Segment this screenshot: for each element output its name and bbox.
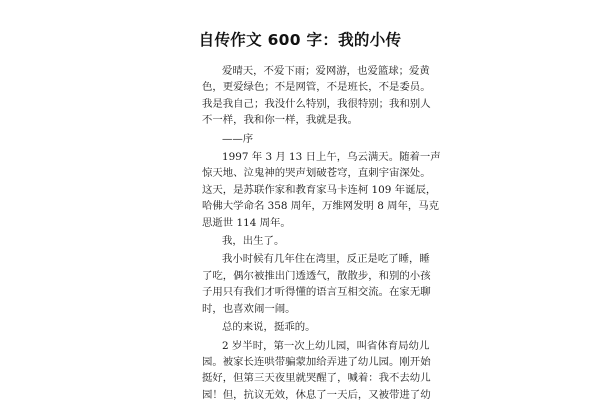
- paragraph-intro: [202, 63, 431, 129]
- paragraph-born: [202, 233, 407, 249]
- text-line: 色，更爱绿色；不是网管，不是班长，不是委员。: [202, 81, 431, 94]
- paragraph-preface-mark: [202, 131, 407, 147]
- text-line: 我，出生了。: [222, 235, 285, 248]
- text-line: 我是我自己；我没什么特别，我很特别；我和别人: [202, 97, 431, 110]
- page-title: 自传作文 600 字：我的小传: [198, 31, 402, 49]
- paragraph-childhood: [202, 251, 431, 317]
- article-body: [202, 63, 441, 405]
- text-line: 这天，是苏联作家和教育家马卡连柯 109 年诞辰，: [202, 183, 437, 196]
- text-line: 园。被家长连哄带骗蒙加给弄进了幼儿园。刚开始: [202, 355, 431, 368]
- paragraph-birth-date: [202, 149, 441, 231]
- text-line: 了吃，偶尔被推出门透透气，散散步，和别的小孩: [202, 269, 431, 282]
- text-line: 哈佛大学命名 358 周年，万维网发明 8 周年，马克: [202, 200, 440, 213]
- text-line: 总的来说，挺乖的。: [222, 321, 316, 334]
- paragraph-kindergarten: [202, 338, 431, 404]
- text-line: 园！但，抗议无效，休息了一天后，又被带进了幼: [202, 388, 431, 401]
- paragraph-summary: [202, 319, 407, 335]
- text-line: 1997 年 3 月 13 日上午，乌云满天。随着一声: [222, 151, 441, 164]
- text-line: ——序: [222, 132, 254, 145]
- text-line: 惊天地、泣鬼神的哭声划破苍穹，直刺宇宙深处。: [202, 167, 431, 180]
- text-line: 我小时候有几年住在湾里，反正是吃了睡，睡: [222, 253, 430, 266]
- text-line: 思逝世 114 周年。: [202, 216, 291, 229]
- text-line: 2 岁半时，第一次上幼儿园，叫省体育局幼儿: [222, 339, 430, 352]
- text-line: 时，也喜欢闹一闹。: [202, 302, 296, 315]
- text-line: 子用只有我们才听得懂的语言互相交流。在家无聊: [202, 286, 431, 299]
- text-line: 不一样，我和你一样，我就是我。: [202, 114, 358, 127]
- text-line: 爱晴天，不爱下雨；爱网游，也爱篮球；爱黄: [222, 65, 430, 77]
- text-line: 挺好，但第三天夜里就哭醒了，喊着：我不去幼儿: [202, 372, 431, 385]
